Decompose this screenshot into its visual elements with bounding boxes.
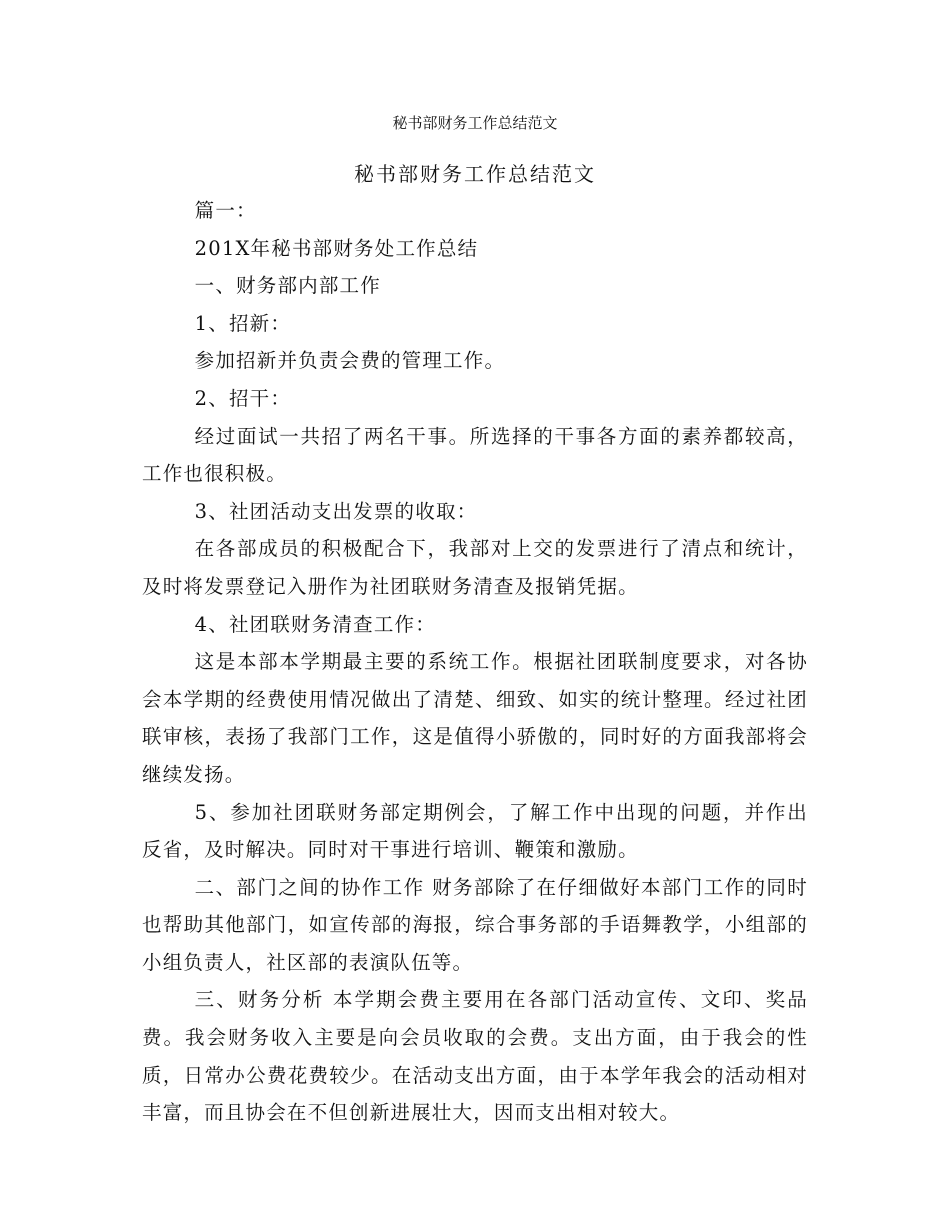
paragraph: 201X年秘书部财务处工作总结: [194, 236, 479, 260]
paragraph: 5、参加社团联财务部定期例会，了解工作中出现的问题，并作出反省，及时解决。同时对干事进行培训、鞭策和激励。: [142, 800, 808, 862]
running-header: 秘书部财务工作总结范文: [392, 114, 558, 132]
paragraph: 3、社团活动支出发票的收取：: [194, 499, 478, 523]
paragraph: 4、社团联财务清查工作：: [194, 612, 436, 636]
paragraph: 经过面试一共招了两名干事。所选择的干事各方面的素养都较高，工作也很积极。: [142, 424, 808, 486]
paragraph: 1、招新：: [194, 311, 292, 335]
paragraph: 这是本部本学期最主要的系统工作。根据社团联制度要求，对各协会本学期的经费使用情况做出了清楚、细致、如实的统计整理。经过社团联审核，表扬了我部门工作，这是值得小骄傲的，同时好的方面我部将会继续发扬。: [142, 650, 808, 786]
paragraph: 三、财务分析 本学期会费主要用在各部门活动宣传、文印、奖品费。我会财务收入主要是向会员收取的会费。支出方面，由于我会的性质，日常办公费花费较少。在活动支出方面，由于本学年我会的活动相对丰富，而且协会在不但创新进展壮大，因而支出相对较大。: [142, 988, 808, 1125]
document-title: 秘书部财务工作总结范文: [354, 162, 596, 186]
paragraph: 在各部成员的积极配合下，我部对上交的发票进行了清点和统计，及时将发票登记入册作为社团联财务清查及报销凭据。: [142, 537, 808, 598]
paragraph: 参加招新并负责会费的管理工作。: [194, 349, 506, 373]
paragraph: 一、财务部内部工作: [194, 274, 381, 298]
paragraph: 2、招干：: [194, 386, 292, 410]
paragraph: 篇一：: [194, 199, 257, 222]
paragraph: 二、部门之间的协作工作 财务部除了在仔细做好本部门工作的同时也帮助其他部门，如宣传部的海报，综合事务部的手语舞教学，小组部的小组负责人，社区部的表演队伍等。: [142, 875, 808, 974]
document-body: [142, 192, 808, 1132]
